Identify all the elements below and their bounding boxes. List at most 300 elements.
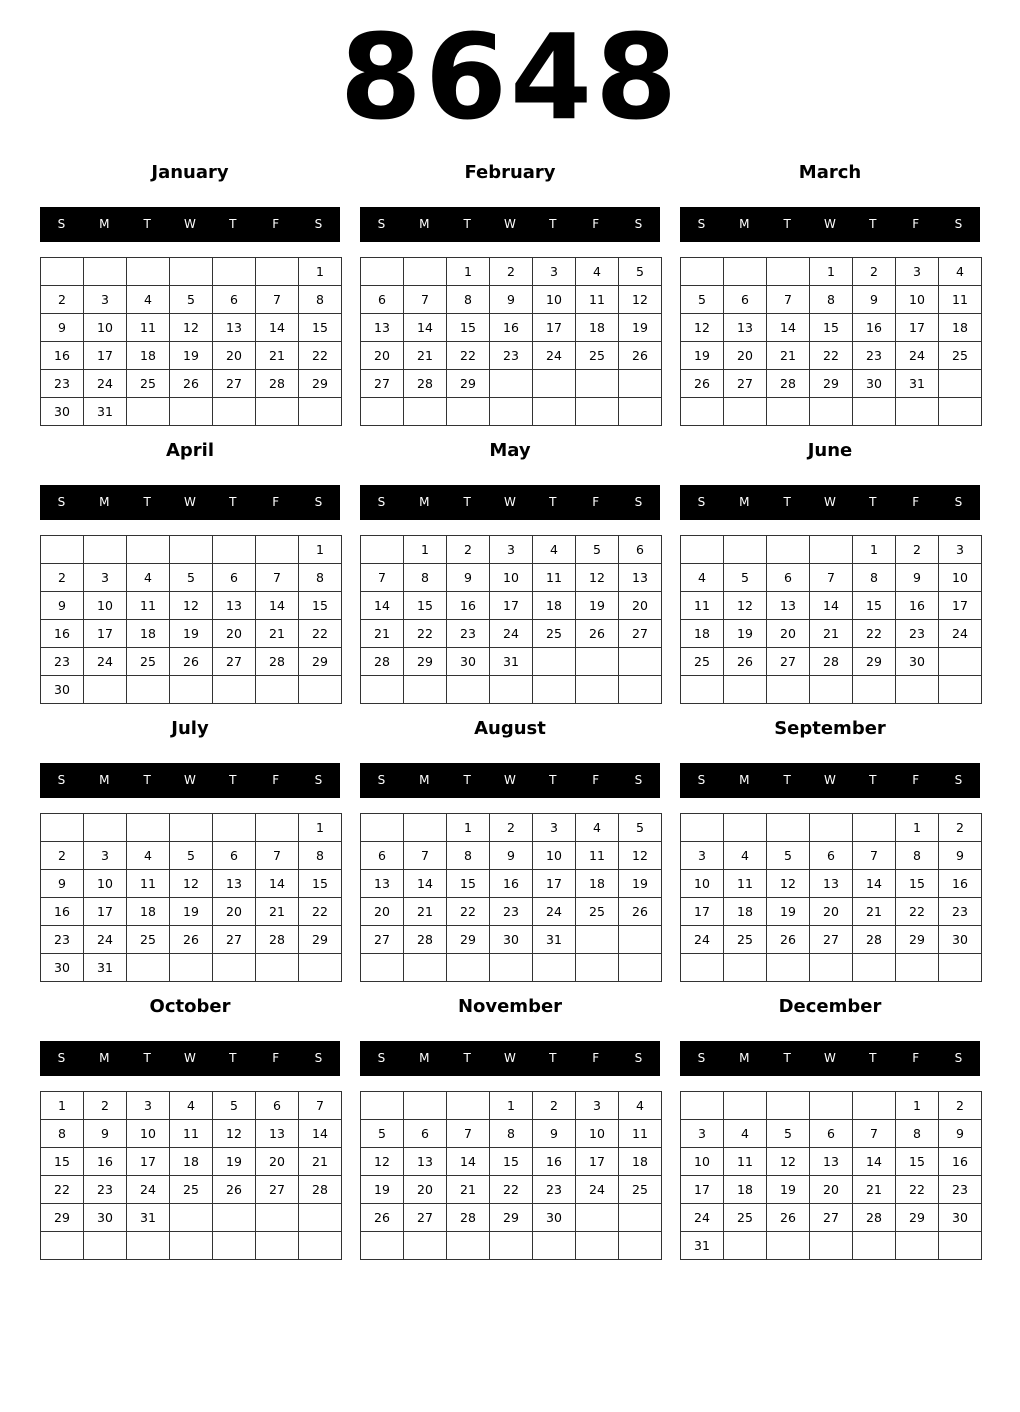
day-cell: 23 xyxy=(490,342,533,370)
day-cell: 21 xyxy=(299,1148,342,1176)
week-row xyxy=(681,564,982,592)
weekday-header xyxy=(40,207,340,242)
day-cell: 28 xyxy=(404,926,447,954)
day-cell: 30 xyxy=(853,370,896,398)
empty-day-cell xyxy=(681,676,724,704)
day-cell: 29 xyxy=(299,926,342,954)
day-cell: 4 xyxy=(127,842,170,870)
empty-day-cell xyxy=(724,536,767,564)
day-cell: 12 xyxy=(724,592,767,620)
weekday-label: M xyxy=(99,217,110,231)
weekday-header xyxy=(360,1041,660,1076)
day-cell: 25 xyxy=(127,370,170,398)
week-row xyxy=(41,954,342,982)
empty-day-cell xyxy=(170,1204,213,1232)
week-row xyxy=(41,620,342,648)
day-cell: 9 xyxy=(939,1120,982,1148)
weekday-label: S xyxy=(377,773,386,787)
day-cell: 12 xyxy=(361,1148,404,1176)
empty-day-cell xyxy=(896,954,939,982)
day-cell: 25 xyxy=(619,1176,662,1204)
day-cell: 4 xyxy=(127,564,170,592)
day-cell: 18 xyxy=(127,342,170,370)
day-cell: 27 xyxy=(404,1204,447,1232)
day-cell: 1 xyxy=(41,1092,84,1120)
day-cell: 3 xyxy=(533,258,576,286)
empty-day-cell xyxy=(361,954,404,982)
day-cell: 28 xyxy=(853,1204,896,1232)
day-cell: 8 xyxy=(896,1120,939,1148)
day-cell: 16 xyxy=(447,592,490,620)
day-cell: 15 xyxy=(299,592,342,620)
empty-day-cell xyxy=(619,398,662,426)
day-cell: 27 xyxy=(256,1176,299,1204)
day-cell: 9 xyxy=(41,870,84,898)
weekday-label: T xyxy=(463,1051,471,1065)
empty-day-cell xyxy=(256,814,299,842)
day-cell: 2 xyxy=(490,814,533,842)
empty-day-cell xyxy=(84,1232,127,1260)
day-cell: 5 xyxy=(170,564,213,592)
day-cell: 5 xyxy=(619,814,662,842)
day-cell: 16 xyxy=(41,342,84,370)
weekday-header xyxy=(40,763,340,798)
day-cell: 31 xyxy=(84,398,127,426)
week-row xyxy=(361,370,662,398)
weekday-label: F xyxy=(912,773,920,787)
day-cell: 26 xyxy=(576,620,619,648)
week-row xyxy=(361,926,662,954)
day-cell: 22 xyxy=(896,898,939,926)
day-cell: 2 xyxy=(490,258,533,286)
week-row xyxy=(361,676,662,704)
week-row xyxy=(681,814,982,842)
weekday-label: M xyxy=(99,1051,110,1065)
day-cell: 29 xyxy=(896,926,939,954)
day-cell: 3 xyxy=(84,564,127,592)
day-cell: 21 xyxy=(256,898,299,926)
day-cell: 27 xyxy=(213,370,256,398)
empty-day-cell xyxy=(619,954,662,982)
day-cell: 28 xyxy=(256,648,299,676)
day-cell: 1 xyxy=(447,814,490,842)
empty-day-cell xyxy=(299,1204,342,1232)
day-cell: 19 xyxy=(213,1148,256,1176)
day-cell: 5 xyxy=(767,1120,810,1148)
day-cell: 21 xyxy=(404,898,447,926)
week-row xyxy=(41,898,342,926)
day-cell: 10 xyxy=(84,592,127,620)
empty-day-cell xyxy=(256,676,299,704)
empty-day-cell xyxy=(681,954,724,982)
empty-day-cell xyxy=(127,1232,170,1260)
weekday-label: S xyxy=(697,773,706,787)
day-cell: 18 xyxy=(724,1176,767,1204)
day-cell: 23 xyxy=(41,370,84,398)
empty-day-cell xyxy=(361,258,404,286)
empty-day-cell xyxy=(810,536,853,564)
day-cell: 24 xyxy=(896,342,939,370)
day-cell: 8 xyxy=(404,564,447,592)
day-cell: 12 xyxy=(681,314,724,342)
day-cell: 16 xyxy=(853,314,896,342)
day-cell: 21 xyxy=(810,620,853,648)
day-cell: 19 xyxy=(767,1176,810,1204)
empty-day-cell xyxy=(447,398,490,426)
day-cell: 7 xyxy=(853,1120,896,1148)
day-cell: 26 xyxy=(170,926,213,954)
empty-day-cell xyxy=(853,676,896,704)
day-cell: 1 xyxy=(404,536,447,564)
weekday-label: F xyxy=(592,217,600,231)
day-cell: 25 xyxy=(576,342,619,370)
empty-day-cell xyxy=(127,536,170,564)
day-cell: 17 xyxy=(533,870,576,898)
day-cell: 24 xyxy=(127,1176,170,1204)
empty-day-cell xyxy=(361,814,404,842)
day-cell: 24 xyxy=(84,926,127,954)
day-cell: 27 xyxy=(361,370,404,398)
week-row xyxy=(41,676,342,704)
empty-day-cell xyxy=(724,814,767,842)
weekday-header xyxy=(360,485,660,520)
day-cell: 26 xyxy=(170,648,213,676)
day-cell: 18 xyxy=(576,314,619,342)
day-cell: 9 xyxy=(41,314,84,342)
empty-day-cell xyxy=(213,536,256,564)
empty-day-cell xyxy=(619,1232,662,1260)
empty-day-cell xyxy=(533,954,576,982)
weekday-label: S xyxy=(377,1051,386,1065)
day-cell: 10 xyxy=(533,286,576,314)
day-cell: 27 xyxy=(619,620,662,648)
day-cell: 24 xyxy=(533,898,576,926)
day-cell: 8 xyxy=(299,842,342,870)
weekday-label: T xyxy=(783,1051,791,1065)
weekday-label: S xyxy=(954,217,963,231)
day-cell: 14 xyxy=(853,870,896,898)
weekday-label: S xyxy=(697,495,706,509)
weekday-label: T xyxy=(463,773,471,787)
empty-day-cell xyxy=(724,398,767,426)
day-cell: 23 xyxy=(490,898,533,926)
day-cell: 10 xyxy=(681,1148,724,1176)
day-cell: 7 xyxy=(404,842,447,870)
week-row xyxy=(681,898,982,926)
day-cell: 12 xyxy=(170,314,213,342)
day-cell: 16 xyxy=(896,592,939,620)
empty-day-cell xyxy=(619,676,662,704)
empty-day-cell xyxy=(939,676,982,704)
empty-day-cell xyxy=(213,1204,256,1232)
empty-day-cell xyxy=(361,1092,404,1120)
empty-day-cell xyxy=(681,1092,724,1120)
day-cell: 11 xyxy=(619,1120,662,1148)
day-cell: 21 xyxy=(256,620,299,648)
week-row xyxy=(681,1120,982,1148)
day-cell: 29 xyxy=(490,1204,533,1232)
day-cell: 1 xyxy=(896,814,939,842)
day-cell: 6 xyxy=(767,564,810,592)
weekday-label: S xyxy=(57,495,66,509)
weekday-label: T xyxy=(143,495,151,509)
month-title: February xyxy=(464,162,556,183)
day-grid xyxy=(360,1091,662,1260)
day-cell: 30 xyxy=(896,648,939,676)
day-cell: 11 xyxy=(939,286,982,314)
day-cell: 15 xyxy=(810,314,853,342)
day-cell: 12 xyxy=(767,1148,810,1176)
day-cell: 25 xyxy=(170,1176,213,1204)
weekday-label: T xyxy=(783,773,791,787)
week-row xyxy=(41,1204,342,1232)
week-row xyxy=(681,676,982,704)
day-cell: 2 xyxy=(896,536,939,564)
day-cell: 13 xyxy=(810,870,853,898)
day-cell: 8 xyxy=(447,286,490,314)
day-cell: 9 xyxy=(853,286,896,314)
day-cell: 26 xyxy=(170,370,213,398)
day-cell: 12 xyxy=(170,592,213,620)
week-row xyxy=(41,370,342,398)
weekday-label: F xyxy=(272,773,280,787)
week-row xyxy=(681,954,982,982)
day-cell: 3 xyxy=(681,842,724,870)
day-cell: 16 xyxy=(533,1148,576,1176)
day-cell: 10 xyxy=(84,870,127,898)
week-row xyxy=(41,926,342,954)
day-cell: 18 xyxy=(619,1148,662,1176)
empty-day-cell xyxy=(490,370,533,398)
empty-day-cell xyxy=(170,676,213,704)
weekday-label: M xyxy=(419,217,430,231)
week-row xyxy=(681,536,982,564)
day-cell: 11 xyxy=(533,564,576,592)
empty-day-cell xyxy=(256,1232,299,1260)
day-grid xyxy=(680,535,982,704)
empty-day-cell xyxy=(724,1092,767,1120)
empty-day-cell xyxy=(404,398,447,426)
weekday-label: M xyxy=(739,217,750,231)
day-cell: 7 xyxy=(810,564,853,592)
day-cell: 13 xyxy=(724,314,767,342)
weekday-label: T xyxy=(229,773,237,787)
day-cell: 17 xyxy=(84,898,127,926)
day-cell: 4 xyxy=(724,1120,767,1148)
day-cell: 14 xyxy=(853,1148,896,1176)
empty-day-cell xyxy=(533,1232,576,1260)
empty-day-cell xyxy=(170,814,213,842)
day-cell: 5 xyxy=(724,564,767,592)
weekday-label: T xyxy=(549,1051,557,1065)
day-grid xyxy=(680,813,982,982)
day-cell: 14 xyxy=(299,1120,342,1148)
day-cell: 8 xyxy=(299,564,342,592)
week-row xyxy=(681,592,982,620)
day-cell: 30 xyxy=(41,676,84,704)
empty-day-cell xyxy=(896,1232,939,1260)
week-row xyxy=(41,1232,342,1260)
week-row xyxy=(361,648,662,676)
day-cell: 6 xyxy=(213,286,256,314)
day-grid xyxy=(360,257,662,426)
day-cell: 14 xyxy=(256,592,299,620)
day-grid xyxy=(40,813,342,982)
empty-day-cell xyxy=(939,648,982,676)
week-row xyxy=(41,592,342,620)
weekday-label: M xyxy=(419,773,430,787)
week-row xyxy=(361,314,662,342)
weekday-label: S xyxy=(634,217,643,231)
week-row xyxy=(361,620,662,648)
week-row xyxy=(41,1176,342,1204)
week-row xyxy=(41,342,342,370)
week-row xyxy=(361,842,662,870)
day-cell: 19 xyxy=(170,342,213,370)
weekday-label: M xyxy=(739,773,750,787)
week-row xyxy=(41,648,342,676)
empty-day-cell xyxy=(896,398,939,426)
day-cell: 28 xyxy=(256,370,299,398)
day-cell: 3 xyxy=(681,1120,724,1148)
week-row xyxy=(361,954,662,982)
empty-day-cell xyxy=(490,954,533,982)
day-cell: 7 xyxy=(447,1120,490,1148)
day-cell: 1 xyxy=(299,536,342,564)
day-grid xyxy=(40,257,342,426)
empty-day-cell xyxy=(576,398,619,426)
day-cell: 3 xyxy=(896,258,939,286)
day-cell: 27 xyxy=(724,370,767,398)
day-cell: 8 xyxy=(447,842,490,870)
weekday-header xyxy=(360,207,660,242)
day-cell: 25 xyxy=(127,926,170,954)
day-cell: 2 xyxy=(447,536,490,564)
day-cell: 24 xyxy=(939,620,982,648)
empty-day-cell xyxy=(41,1232,84,1260)
empty-day-cell xyxy=(84,676,127,704)
day-cell: 17 xyxy=(127,1148,170,1176)
weekday-label: S xyxy=(954,495,963,509)
day-cell: 17 xyxy=(84,342,127,370)
day-cell: 29 xyxy=(404,648,447,676)
day-cell: 20 xyxy=(213,898,256,926)
empty-day-cell xyxy=(447,954,490,982)
day-cell: 24 xyxy=(84,648,127,676)
day-cell: 25 xyxy=(533,620,576,648)
week-row xyxy=(361,898,662,926)
day-cell: 20 xyxy=(724,342,767,370)
empty-day-cell xyxy=(490,676,533,704)
day-cell: 5 xyxy=(767,842,810,870)
day-cell: 6 xyxy=(810,1120,853,1148)
day-cell: 10 xyxy=(84,314,127,342)
day-cell: 4 xyxy=(576,814,619,842)
day-cell: 18 xyxy=(576,870,619,898)
day-cell: 5 xyxy=(361,1120,404,1148)
empty-day-cell xyxy=(127,814,170,842)
day-cell: 25 xyxy=(724,926,767,954)
week-row xyxy=(41,536,342,564)
weekday-header xyxy=(680,207,980,242)
empty-day-cell xyxy=(361,536,404,564)
day-cell: 23 xyxy=(939,898,982,926)
month-title: May xyxy=(489,440,531,461)
empty-day-cell xyxy=(84,536,127,564)
week-row xyxy=(41,258,342,286)
day-cell: 24 xyxy=(490,620,533,648)
week-row xyxy=(681,620,982,648)
weekday-label: S xyxy=(314,773,323,787)
weekday-label: M xyxy=(739,1051,750,1065)
day-cell: 9 xyxy=(896,564,939,592)
day-cell: 16 xyxy=(939,870,982,898)
day-cell: 11 xyxy=(681,592,724,620)
day-cell: 15 xyxy=(41,1148,84,1176)
day-cell: 28 xyxy=(767,370,810,398)
day-cell: 5 xyxy=(619,258,662,286)
week-row xyxy=(681,1176,982,1204)
day-cell: 14 xyxy=(810,592,853,620)
week-row xyxy=(41,314,342,342)
day-cell: 17 xyxy=(896,314,939,342)
day-cell: 23 xyxy=(447,620,490,648)
day-cell: 22 xyxy=(896,1176,939,1204)
day-cell: 17 xyxy=(939,592,982,620)
day-cell: 4 xyxy=(533,536,576,564)
empty-day-cell xyxy=(170,258,213,286)
month-title: August xyxy=(474,718,546,739)
empty-day-cell xyxy=(299,398,342,426)
weekday-label: T xyxy=(549,773,557,787)
day-cell: 10 xyxy=(576,1120,619,1148)
day-cell: 2 xyxy=(939,1092,982,1120)
week-row xyxy=(681,1204,982,1232)
day-cell: 6 xyxy=(213,564,256,592)
day-cell: 6 xyxy=(810,842,853,870)
day-cell: 10 xyxy=(681,870,724,898)
weekday-label: W xyxy=(824,217,836,231)
week-row xyxy=(681,648,982,676)
weekday-label: W xyxy=(824,495,836,509)
day-cell: 24 xyxy=(533,342,576,370)
day-cell: 4 xyxy=(724,842,767,870)
day-cell: 22 xyxy=(447,342,490,370)
weekday-header xyxy=(680,763,980,798)
empty-day-cell xyxy=(767,398,810,426)
weekday-label: F xyxy=(592,495,600,509)
weekday-label: M xyxy=(419,1051,430,1065)
weekday-label: S xyxy=(954,1051,963,1065)
day-cell: 22 xyxy=(299,342,342,370)
day-cell: 15 xyxy=(299,314,342,342)
empty-day-cell xyxy=(810,1092,853,1120)
weekday-label: F xyxy=(912,217,920,231)
empty-day-cell xyxy=(299,954,342,982)
day-cell: 30 xyxy=(490,926,533,954)
day-cell: 7 xyxy=(361,564,404,592)
empty-day-cell xyxy=(213,258,256,286)
empty-day-cell xyxy=(404,676,447,704)
day-cell: 18 xyxy=(681,620,724,648)
day-cell: 25 xyxy=(724,1204,767,1232)
empty-day-cell xyxy=(767,1092,810,1120)
day-cell: 7 xyxy=(256,564,299,592)
day-cell: 29 xyxy=(41,1204,84,1232)
week-row xyxy=(41,286,342,314)
day-cell: 8 xyxy=(896,842,939,870)
day-cell: 31 xyxy=(896,370,939,398)
